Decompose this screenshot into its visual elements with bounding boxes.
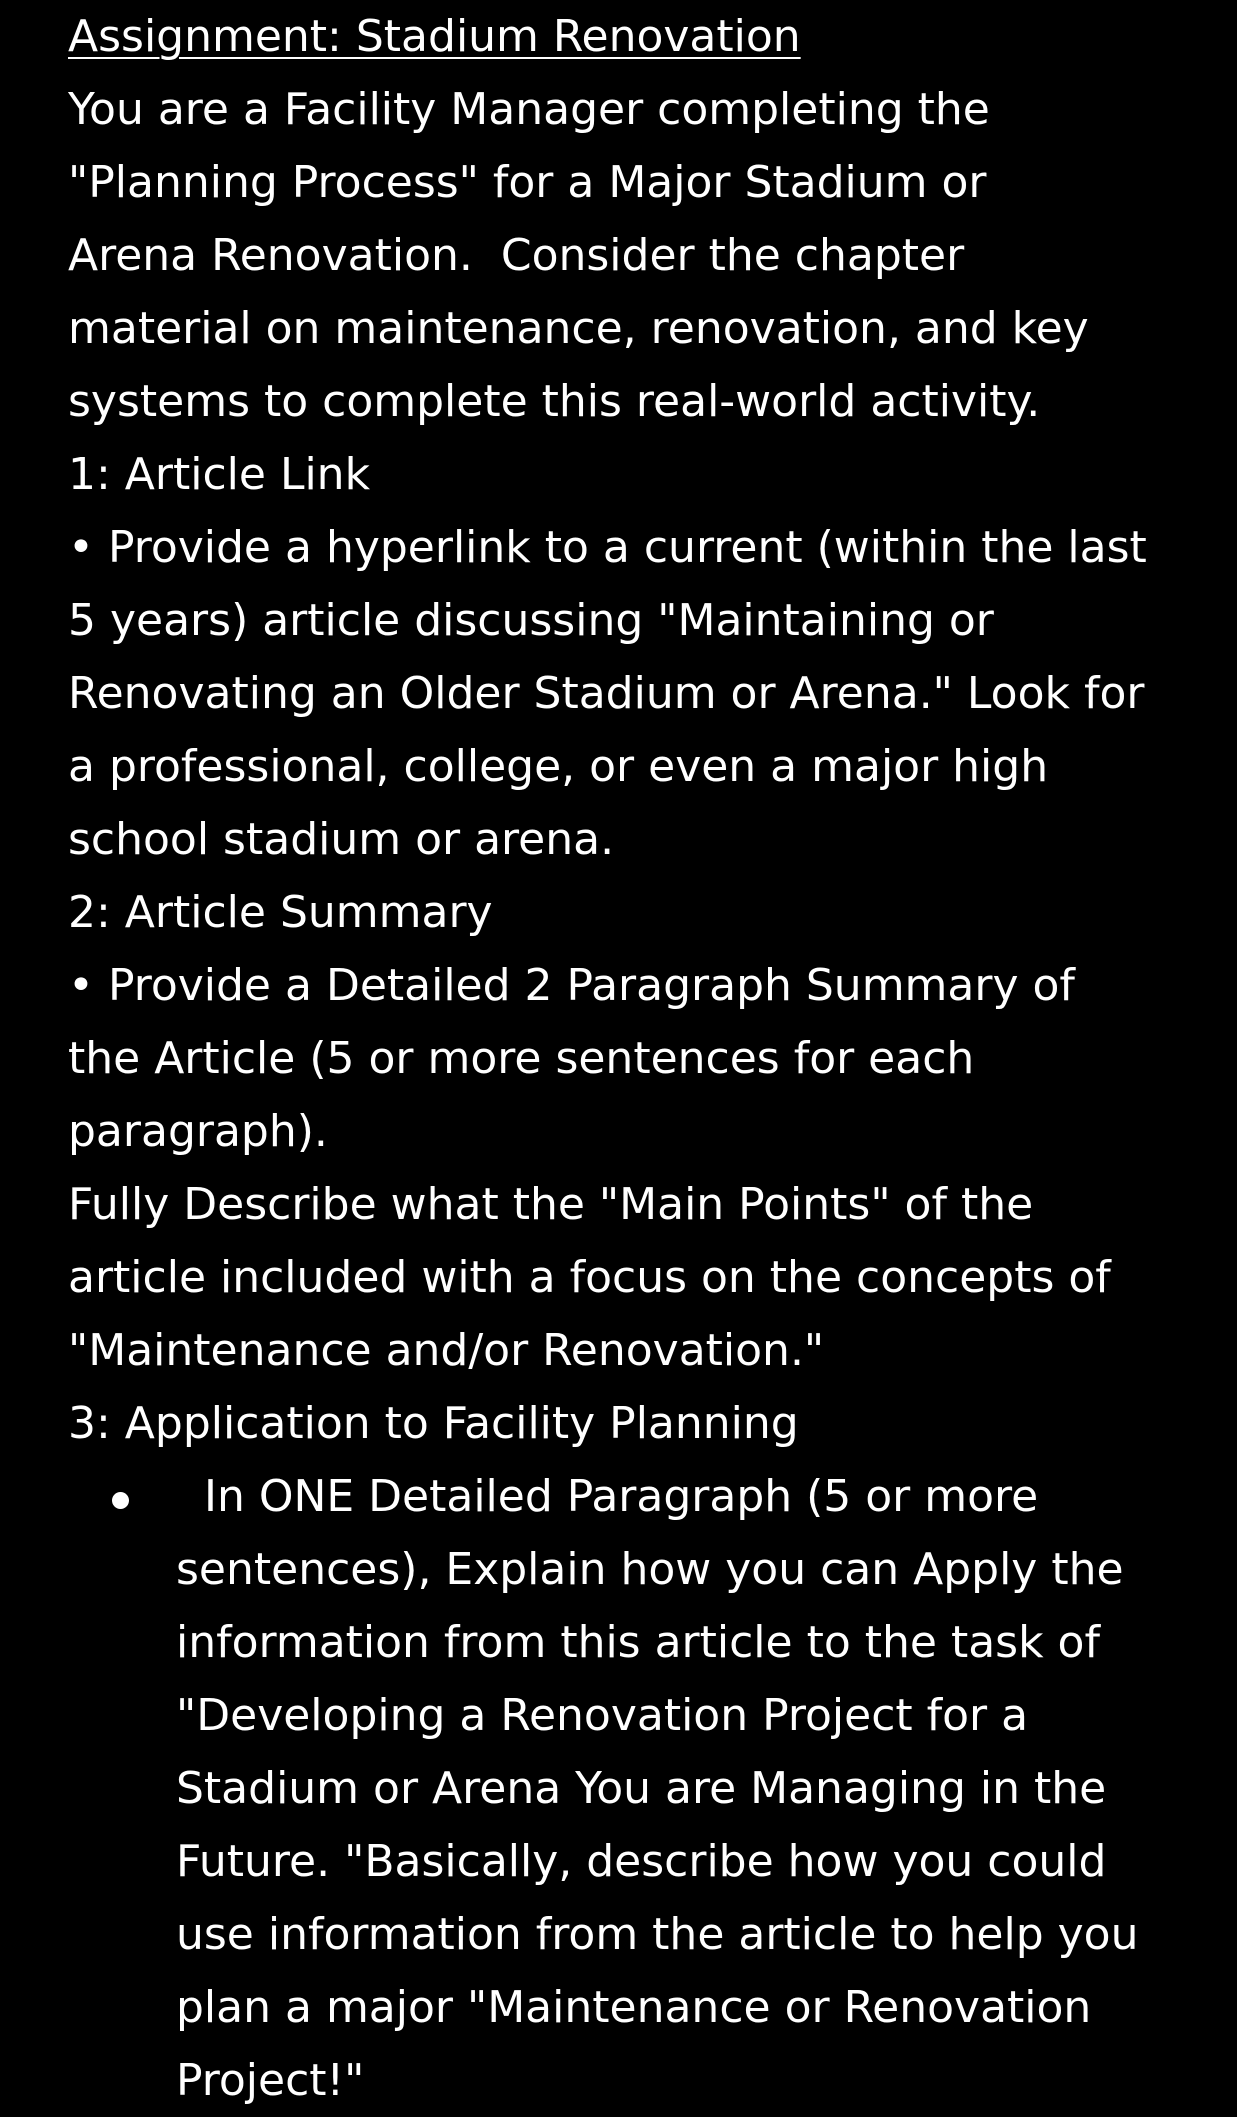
- intro-paragraph: [68, 73, 1198, 438]
- bullet-line: school stadium or arena.: [68, 814, 615, 865]
- section-2-bullet: [68, 949, 1198, 1168]
- intro-line: systems to complete this real-world activity.: [68, 376, 1041, 427]
- bullet-line: a professional, college, or even a major high: [68, 741, 1049, 792]
- intro-line: material on maintenance, renovation, and key: [68, 303, 1089, 354]
- section-1-bullet: [68, 511, 1198, 876]
- bullet-line: 5 years) article discussing "Maintaining or: [68, 595, 994, 646]
- bullet-line: the Article (5 or more sentences for each: [68, 1033, 975, 1084]
- bullet-line: Renovating an Older Stadium or Arena." Look for: [68, 668, 1145, 719]
- bullet-line: plan a major "Maintenance or Renovation: [176, 1982, 1092, 2033]
- section-3-bullet: [68, 1460, 1198, 2117]
- bullet-line: Future. "Basically, describe how you could: [176, 1836, 1107, 1887]
- bullet-line: • Provide a Detailed 2 Paragraph Summary of: [68, 960, 1075, 1011]
- description-line: Fully Describe what the "Main Points" of the: [68, 1179, 1034, 1230]
- bullet-line: Project!": [176, 2055, 365, 2106]
- description-line: article included with a focus on the concepts of: [68, 1252, 1111, 1303]
- bullet-line: • Provide a hyperlink to a current (within the last: [68, 522, 1147, 573]
- bullet-line: use information from the article to help you: [176, 1909, 1139, 1960]
- bullet-dot-icon: [112, 1492, 129, 1509]
- bullet-line: In ONE Detailed Paragraph (5 or more: [176, 1471, 1039, 1522]
- bullet-line: sentences), Explain how you can Apply the: [176, 1544, 1124, 1595]
- description-line: "Maintenance and/or Renovation.": [68, 1325, 825, 1376]
- intro-line: "Planning Process" for a Major Stadium or: [68, 157, 987, 208]
- intro-line: You are a Facility Manager completing the: [68, 84, 990, 135]
- section-2-description: [68, 1168, 1198, 1387]
- section-1-heading: 1: Article Link: [68, 449, 371, 500]
- page-title: Assignment: Stadium Renovation: [68, 11, 801, 62]
- section-2-heading: 2: Article Summary: [68, 887, 493, 938]
- section-3-heading: 3: Application to Facility Planning: [68, 1398, 799, 1449]
- bullet-line: information from this article to the task of: [176, 1617, 1100, 1668]
- assignment-document: [68, 0, 1198, 2117]
- intro-line: Arena Renovation. Consider the chapter: [68, 230, 965, 281]
- bullet-line: Stadium or Arena You are Managing in the: [176, 1763, 1107, 1814]
- bullet-line: "Developing a Renovation Project for a: [176, 1690, 1029, 1741]
- bullet-line: paragraph).: [68, 1106, 328, 1157]
